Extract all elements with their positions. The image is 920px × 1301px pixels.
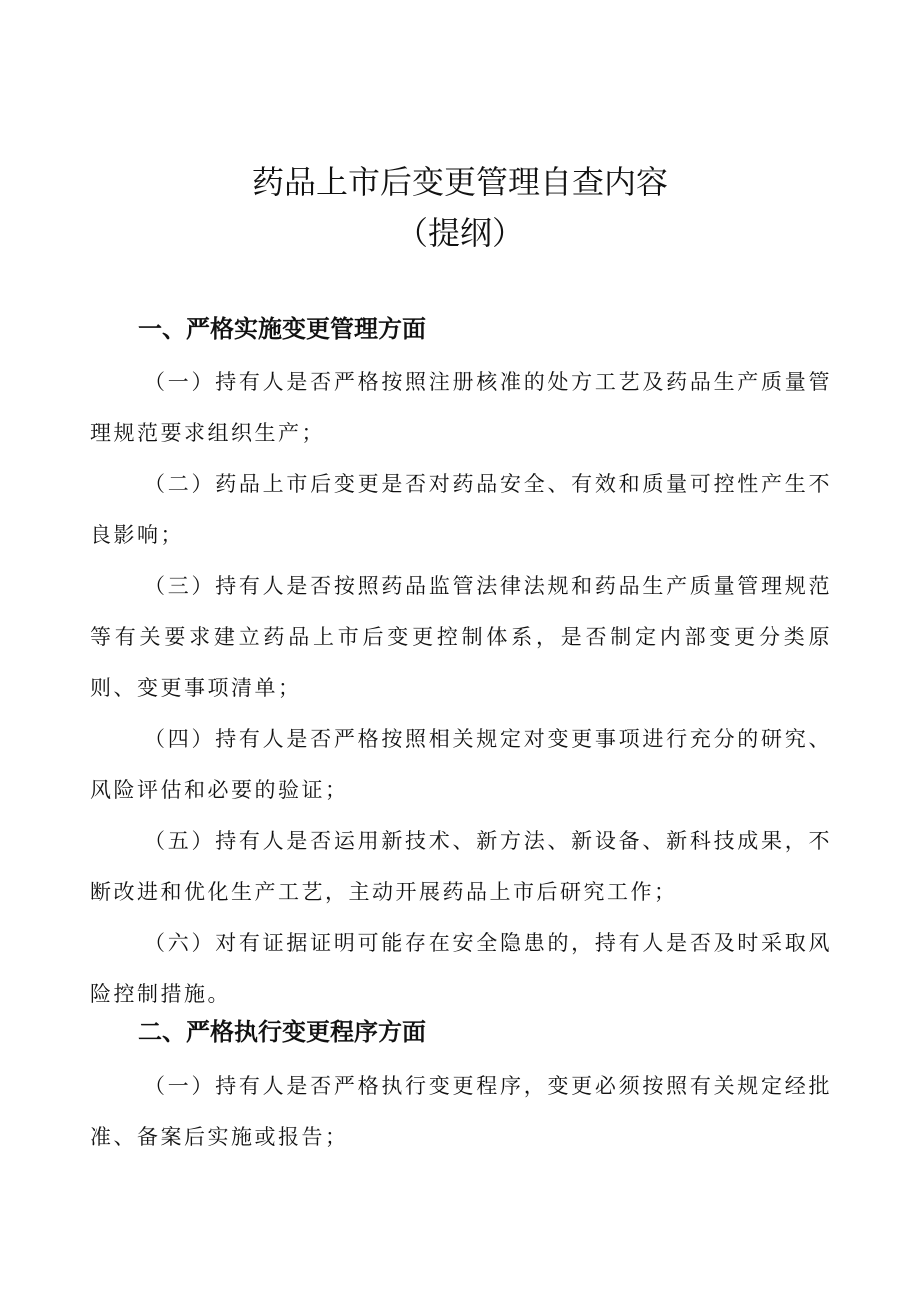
section-2-heading: 二、严格执行变更程序方面 (138, 1018, 426, 1046)
section-1-item-6: （六）对有证据证明可能存在安全隐患的，持有人是否及时采取风险控制措施。 (90, 931, 832, 1006)
section-1-item-4: （四）持有人是否严格按照相关规定对变更事项进行充分的研究、风险评估和必要的验证； (90, 727, 832, 802)
section-1-item-3: （三）持有人是否按照药品监管法律法规和药品生产质量管理规范等有关要求建立药品上市后变更控制体系，是否制定内部变更分类原则、变更事项清单； (90, 574, 832, 700)
section-1-item-1: （一）持有人是否严格按照注册核准的处方工艺及药品生产质量管理规范要求组织生产； (90, 370, 832, 445)
section-1-item-5: （五）持有人是否运用新技术、新方法、新设备、新科技成果，不断改进和优化生产工艺，主动开展药品上市后研究工作； (90, 829, 832, 904)
section-1-item-2: （二）药品上市后变更是否对药品安全、有效和质量可控性产生不良影响； (90, 472, 832, 547)
document-subtitle: （提纲） (395, 214, 524, 252)
section-2-item-1: （一）持有人是否严格执行变更程序，变更必须按照有关规定经批准、备案后实施或报告； (90, 1074, 832, 1149)
document-title: 药品上市后变更管理自查内容 (251, 163, 668, 201)
section-1-heading: 一、严格实施变更管理方面 (138, 315, 426, 343)
